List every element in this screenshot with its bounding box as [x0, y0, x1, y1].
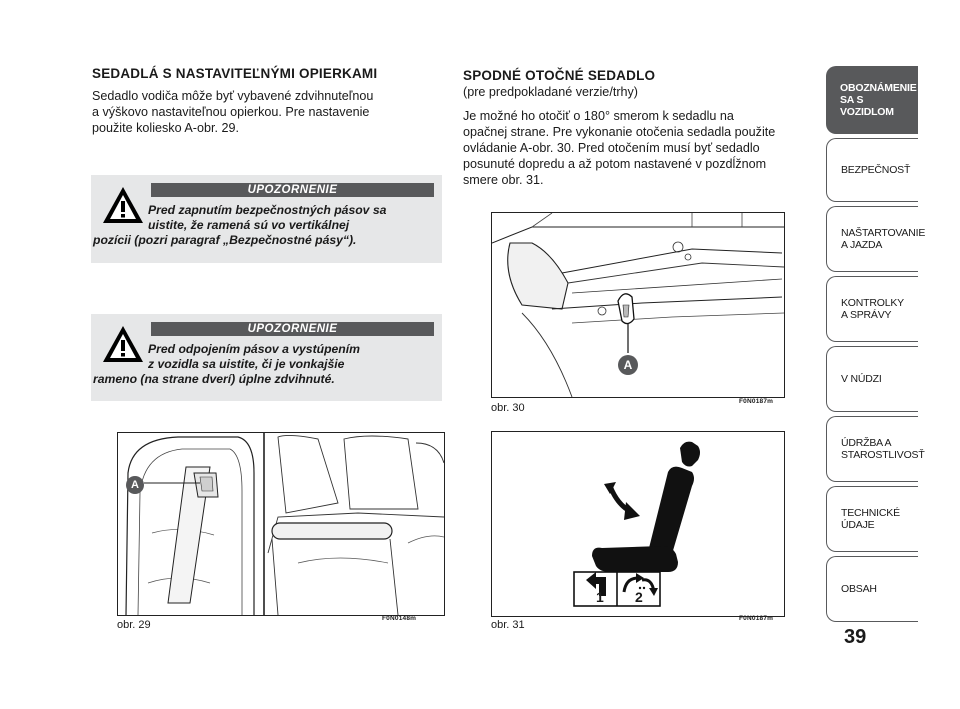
section-heading-swivel-seat: SPODNÉ OTOČNÉ SEDADLO — [463, 68, 656, 83]
sidebar-tab-label: OBOZNÁMENIE — [840, 82, 917, 94]
step-number-2: 2 — [635, 589, 643, 605]
sidebar-tab-label: KONTROLKY — [841, 297, 904, 309]
section-heading-adjustable-seats: SEDADLÁ S NASTAVITEĽNÝMI OPIERKAMI — [92, 66, 378, 81]
sidebar-tab-label: A SPRÁVY — [841, 309, 892, 321]
figure-29-caption: obr. 29 — [117, 619, 151, 631]
sidebar-tab-udrzba[interactable] — [826, 416, 925, 482]
sidebar-tab-label: BEZPEČNOSŤ — [841, 164, 911, 176]
sidebar-tab-label: STAROSTLIVOSŤ — [841, 449, 925, 461]
warning-triangle-icon — [101, 324, 145, 364]
sidebar-tab-label: OBSAH — [841, 583, 877, 595]
warning-text-line: uistite, že ramená sú vo vertikálnej — [148, 218, 350, 232]
seat-base-mechanism-illustration — [492, 213, 784, 397]
paragraph-adjustable-seats — [92, 88, 432, 136]
step-number-1: 1 — [596, 589, 604, 605]
warning-label: UPOZORNENIE — [151, 183, 434, 197]
figure-31-seat-rotation-diagram — [491, 431, 785, 617]
text-line: Sedadlo vodiča môže byť vybavené zdvihnuteľnou — [92, 89, 374, 103]
warning-text-line: Pred zapnutím bezpečnostných pásov sa — [148, 203, 387, 217]
figure-30-swivel-control — [491, 212, 785, 398]
sidebar-tab-v-nudzi[interactable] — [826, 346, 918, 412]
paragraph-swivel-seat — [463, 108, 803, 188]
warning-text-line: rameno (na strane dverí) úplne zdvihnuté. — [93, 372, 335, 386]
figure-31-code: F0N0187m — [739, 615, 774, 622]
text-line: a výškovo nastaviteľnou opierkou. Pre nastavenie — [92, 105, 370, 119]
sidebar-tab-label: ÚDAJE — [841, 519, 875, 531]
marker-a-badge: A — [126, 476, 144, 494]
figure-31-caption: obr. 31 — [491, 619, 525, 631]
sidebar-tab-label: A JAZDA — [841, 239, 883, 251]
sidebar-tab-bezpecnost[interactable] — [826, 138, 918, 202]
text-line: opačnej strane. Pre vykonanie otočenia sedadla použite — [463, 125, 776, 139]
section-subheading: (pre predpokladané verzie/trhy) — [463, 85, 639, 99]
page-number: 39 — [844, 626, 867, 648]
seat-armrest-illustration — [118, 433, 444, 615]
sidebar-tab-kontrolky[interactable] — [826, 276, 918, 342]
sidebar-tab-label: V NÚDZI — [841, 373, 882, 385]
sidebar-tab-label: NAŠTARTOVANIE — [841, 227, 926, 239]
text-line: smere obr. 31. — [463, 173, 544, 187]
marker-a-badge: A — [618, 355, 638, 375]
figure-29-code: F0N0148m — [382, 615, 417, 622]
warning-label: UPOZORNENIE — [151, 322, 434, 336]
sidebar-tab-label: ÚDRŽBA A — [841, 437, 892, 449]
warning-text-line: Pred odpojením pásov a vystúpením — [148, 342, 360, 356]
sidebar-tab-label: SA S VOZIDLOM — [840, 94, 894, 118]
sidebar-tab-technicke-udaje[interactable] — [826, 486, 918, 552]
sidebar-tab-oboznamenie[interactable] — [826, 66, 918, 134]
warning-triangle-icon — [101, 185, 145, 225]
text-line: použite koliesko A-obr. 29. — [92, 121, 240, 135]
sidebar-tab-label: TECHNICKÉ — [841, 507, 900, 519]
warning-box-2 — [91, 314, 442, 401]
warning-text-line: z vozidla sa uistite, či je vonkajšie — [148, 357, 345, 371]
text-line: posunuté dopredu a až potom nastavené v pozdĺžnom — [463, 157, 767, 171]
figure-30-caption: obr. 30 — [491, 402, 525, 414]
figure-29-seat-headrest — [117, 432, 445, 616]
text-line: ovládanie A-obr. 30. Pred otočením musí byť sedadlo — [463, 141, 760, 155]
sidebar-tab-nastartovanie[interactable] — [826, 206, 926, 272]
warning-text-line: pozícii (pozri paragraf „Bezpečnostné pásy“). — [93, 233, 357, 247]
sidebar-tab-obsah[interactable] — [826, 556, 918, 622]
text-line: Je možné ho otočiť o 180° smerom k sedadlu na — [463, 109, 734, 123]
warning-box-1 — [91, 175, 442, 263]
figure-30-code: F0N0187m — [739, 398, 774, 405]
